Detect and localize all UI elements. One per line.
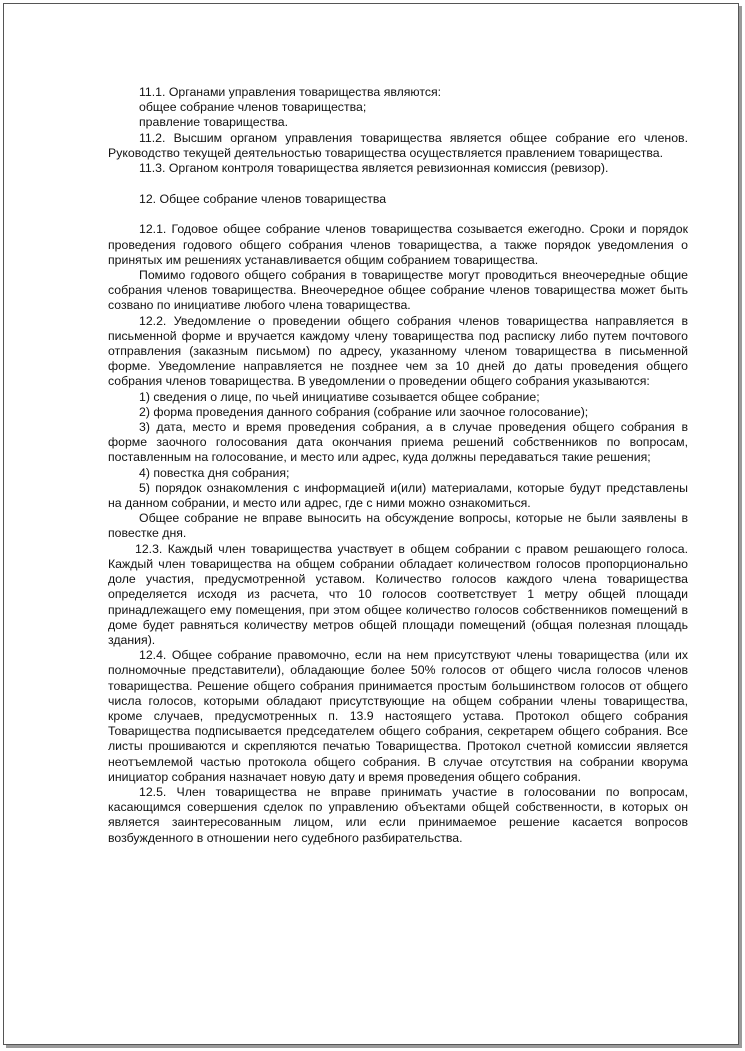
paragraph-12-2-note: Общее собрание не вправе выносить на обсуждение вопросы, которые не были заявлены в повестке дня. (108, 511, 688, 541)
section-heading-12: 12. Общее собрание членов товарищества (139, 192, 387, 207)
list-item: общее собрание членов товарищества; (139, 100, 367, 115)
paragraph-12-3: 12.3. Каждый член товарищества участвует в общем собрании с правом решающего голоса. Каждый член товарищества на общем собрании обладает количеством голосов пропорционально доле участия, предусмотренной уставом. Количество голосов каждого члена товарищества определяется исходя из расчета, что 10 голосов соответствует 1 метру общей площади принадлежащего ему помещения, при этом общее количество голосов собственников помещений в доме будет равняться количеству метров общей площади помещений (общая полезная площадь здания). (108, 541, 688, 647)
paragraph-12-5: 12.5. Член товарищества не вправе принимать участие в голосовании по вопросам, касающимся совершения сделок по управлению объектами общей собственности, в которых он является заинтересованным лицом, или если принимаемое решение касается вопросов возбужденного в отношении него судебного разбирательства. (108, 784, 688, 845)
paragraph-11-2: 11.2. Высшим органом управления товарищества является общее собрание его членов. Руководство текущей деятельностью товарищества осуществляется правлением товарищества. (108, 130, 688, 160)
paragraph-11-3: 11.3. Органом контроля товарищества является ревизионная комиссия (ревизор). (139, 161, 609, 176)
paragraph-12-1-extra: Помимо годового общего собрания в товариществе могут проводиться внеочередные общие собрания членов товарищества. Внеочередное общее собрание членов товарищества может быть созвано по инициативе любого члена товарищества. (108, 268, 688, 313)
paragraph-12-1: 12.1. Годовое общее собрание членов товарищества созывается ежегодно. Сроки и порядок проведения годового общего собрания членов товарищества, а также порядок уведомления о принятых им решениях устанавливается общим собранием товарищества. (108, 222, 688, 267)
paragraph-12-2: 12.2. Уведомление о проведении общего собрания членов товарищества направляется в письменной форме и вручается каждому члену товарищества под расписку либо путем почтового отправления (заказным письмом) по адресу, указанному членом товарищества в письменной форме. Уведомление направляется не позднее чем за 10 дней до даты проведения общего собрания членов товарищества. В уведомлении о проведении общего собрания указываются: (108, 313, 688, 389)
paragraph-12-4: 12.4. Общее собрание правомочно, если на нем присутствуют члены товарищества (или их полномочные представители), обладающие более 50% голосов от общего числа голосов членов товарищества. Решение общего собрания принимается простым большинством голосов от общего числа голосов, которыми обладают присутствующие на общем собрании члены товарищества, кроме случаев, предусмотренных п. 13.9 настоящего устава. Протокол общего собрания Товарищества подписывается председателем общего собрания, секретарем общего собрания. Все листы прошиваются и скрепляются печатью Товарищества. Протокол счетной комиссии является неотъемлемой частью протокола общего собрания. В случае отсутствия на собрании кворума инициатор собрания назначает новую дату и время проведения общего собрания. (108, 648, 688, 784)
document-body (108, 85, 688, 846)
list-item: 5) порядок ознакомления с информацией и(или) материалами, которые будут представлены на данном собрании, и место или адрес, где с ними можно ознакомиться. (108, 480, 688, 511)
paragraph-11-1: 11.1. Органами управления товарищества являются: (139, 85, 442, 99)
list-item: 2) форма проведения данного собрания (собрание или заочное голосование); (139, 404, 589, 419)
list-item: правление товарищества. (139, 115, 289, 130)
list-item: 1) сведения о лице, по чьей инициативе созывается общее собрание; (139, 389, 540, 404)
list-item: 4) повестка дня собрания; (139, 465, 290, 480)
list-item: 3) дата, место и время проведения собрания, а в случае проведения общего собрания в форме заочного голосования дата окончания приема решений собственников по вопросам, поставленным на голосование, и место или адрес, куда должны передаваться такие решения; (108, 420, 688, 465)
